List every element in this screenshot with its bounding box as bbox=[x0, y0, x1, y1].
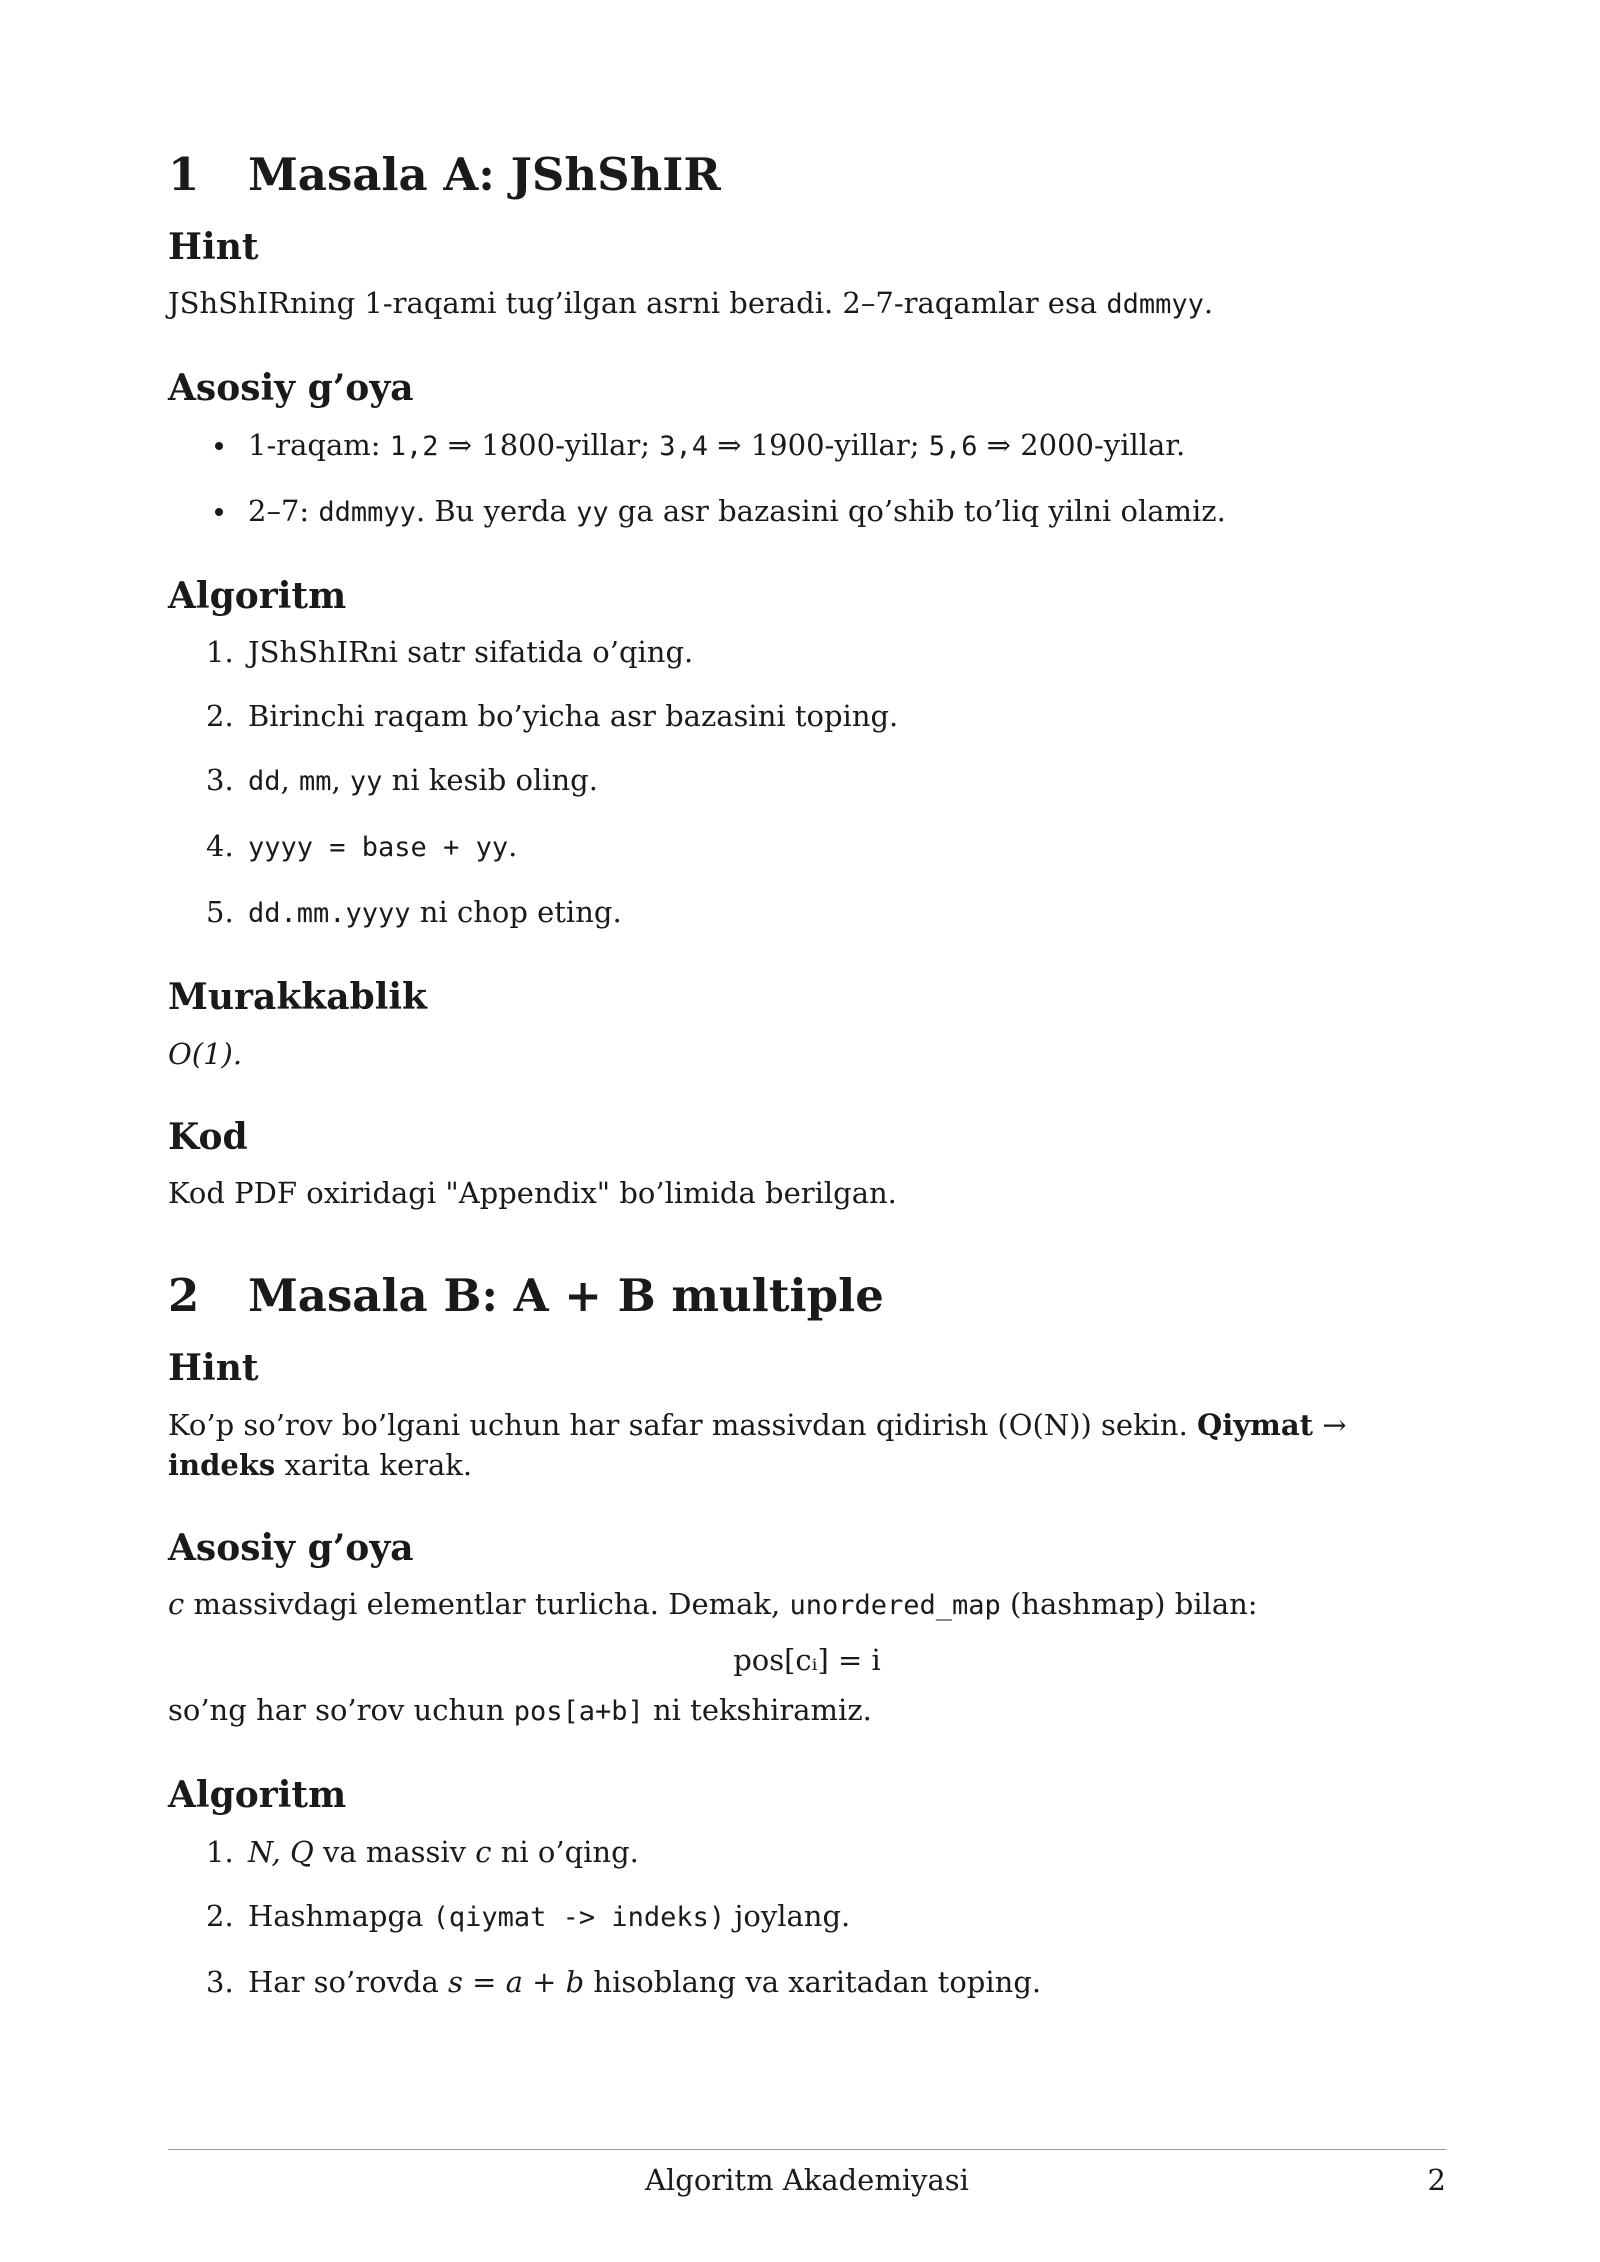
list-number: 3. bbox=[206, 1964, 234, 1999]
idea-paragraph bbox=[168, 1584, 1446, 1626]
list-item bbox=[168, 632, 1446, 672]
list-text: va massiv bbox=[313, 1834, 476, 1869]
inline-code: dd.mm.yyyy bbox=[248, 898, 411, 930]
section-number: 1 bbox=[168, 148, 200, 201]
list-item bbox=[168, 425, 1446, 467]
list-number: 1. bbox=[206, 1834, 234, 1869]
math-text: s = a + b bbox=[448, 1964, 585, 1999]
idea-text: massivdagi elementlar turlicha. Demak, bbox=[184, 1587, 790, 1622]
algorithm-list bbox=[168, 632, 1446, 934]
arrow-icon: → bbox=[1313, 1407, 1347, 1442]
math-text: c bbox=[475, 1834, 492, 1869]
list-text: ⇒ 2000-yillar. bbox=[977, 427, 1186, 462]
footer-divider bbox=[168, 2149, 1446, 2150]
list-text: 1-raqam: bbox=[248, 427, 390, 462]
bullet-icon bbox=[215, 442, 223, 450]
inline-code: dd bbox=[248, 766, 281, 798]
list-item bbox=[168, 1832, 1446, 1872]
hint-text: xarita kerak. bbox=[275, 1447, 473, 1482]
idea-text: ni tekshiramiz. bbox=[643, 1693, 872, 1728]
list-number: 4. bbox=[206, 829, 234, 864]
list-text: Har so’rovda bbox=[248, 1964, 448, 1999]
hint-text: JShShIRning 1-raqami tug’ilgan asrni beradi. 2–7-raqamlar esa bbox=[168, 286, 1107, 321]
section-title: Masala A: JShShIR bbox=[248, 148, 721, 201]
list-item bbox=[168, 1896, 1446, 1938]
math-text: c bbox=[168, 1587, 185, 1622]
list-text: 2–7: bbox=[248, 493, 319, 528]
list-text: ni o’qing. bbox=[491, 1834, 639, 1869]
list-text: . Bu yerda bbox=[415, 493, 577, 528]
list-text: hisoblang va xaritadan toping. bbox=[584, 1964, 1042, 1999]
code-text: Kod PDF oxiridagi "Appendix" bo’limida berilgan. bbox=[168, 1176, 897, 1211]
list-item bbox=[168, 491, 1446, 533]
algorithm-heading: Algoritm bbox=[168, 574, 347, 617]
list-text: , bbox=[331, 763, 350, 798]
list-text: . bbox=[508, 829, 518, 864]
inline-code: ddmmyy bbox=[318, 496, 416, 528]
list-number: 2. bbox=[206, 699, 234, 734]
hint-paragraph bbox=[168, 283, 1446, 325]
formula: pos[cᵢ] = i bbox=[733, 1643, 881, 1678]
list-text: joylang. bbox=[725, 1898, 851, 1933]
list-item bbox=[168, 760, 1446, 802]
list-item bbox=[168, 892, 1446, 934]
list-number: 5. bbox=[206, 895, 234, 930]
list-text: JShShIRni satr sifatida o’qing. bbox=[248, 635, 694, 670]
code-heading: Kod bbox=[168, 1115, 248, 1158]
inline-code: 3,4 bbox=[659, 430, 708, 462]
inline-code: unordered_map bbox=[789, 1590, 1001, 1622]
idea-text: so’ng har so’rov uchun bbox=[168, 1693, 514, 1728]
inline-code: ddmmyy bbox=[1106, 289, 1204, 321]
list-text: ni chop eting. bbox=[410, 895, 622, 930]
idea-text: (hashmap) bilan: bbox=[1000, 1587, 1258, 1622]
section-1-heading bbox=[168, 150, 1446, 200]
inline-code: yy bbox=[349, 766, 383, 798]
idea-heading: Asosiy g’oya bbox=[168, 1526, 414, 1569]
footer-title: Algoritm Akademiyasi bbox=[645, 2163, 969, 2197]
section-number: 2 bbox=[168, 1269, 200, 1323]
list-text: Hashmapga bbox=[248, 1898, 433, 1933]
hint-text: . bbox=[1203, 286, 1214, 321]
list-item bbox=[168, 1962, 1446, 2002]
bold-text: indeks bbox=[168, 1447, 276, 1482]
inline-code: pos[a+b] bbox=[513, 1696, 644, 1728]
math-text: N, Q bbox=[248, 1834, 314, 1869]
list-text: ⇒ 1900-yillar; bbox=[708, 427, 929, 462]
section-2-heading bbox=[168, 1271, 1446, 1321]
algorithm-heading: Algoritm bbox=[168, 1774, 347, 1817]
page-number: 2 bbox=[1427, 2163, 1446, 2197]
inline-code: 1,2 bbox=[389, 430, 439, 462]
inline-code: (qiymat -> indeks) bbox=[432, 1901, 726, 1933]
bullet-icon bbox=[215, 508, 223, 516]
inline-code: mm bbox=[298, 766, 332, 798]
list-text: , bbox=[280, 763, 299, 798]
list-text: ⇒ 1800-yillar; bbox=[438, 427, 660, 462]
complexity-heading: Murakkablik bbox=[168, 976, 427, 1019]
list-text: ga asr bazasini qo’shib to’liq yilni olamiz. bbox=[608, 493, 1226, 528]
idea-list bbox=[168, 425, 1446, 533]
list-number: 1. bbox=[206, 635, 234, 670]
hint-heading: Hint bbox=[168, 1346, 259, 1389]
inline-code: yy bbox=[576, 496, 609, 528]
document-page bbox=[168, 150, 1446, 2048]
hint-heading: Hint bbox=[168, 225, 259, 268]
inline-code: yyyy = base + yy bbox=[248, 832, 509, 864]
complexity-text: O(1). bbox=[168, 1036, 243, 1071]
hint-text: Ko’p so’rov bo’lgani uchun har safar massivdan qidirish (O(N)) sekin. bbox=[168, 1407, 1198, 1442]
list-item bbox=[168, 826, 1446, 868]
inline-code: 5,6 bbox=[928, 430, 978, 462]
algorithm-list bbox=[168, 1832, 1446, 2002]
bold-text: Qiymat bbox=[1197, 1407, 1314, 1442]
list-text: ni kesib oling. bbox=[382, 763, 598, 798]
idea-heading: Asosiy g’oya bbox=[168, 367, 414, 410]
list-number: 2. bbox=[206, 1898, 234, 1933]
hint-paragraph bbox=[168, 1405, 1446, 1485]
list-text: Birinchi raqam bo’yicha asr bazasini toping. bbox=[248, 699, 899, 734]
idea-paragraph bbox=[168, 1690, 1446, 1732]
list-number: 3. bbox=[206, 763, 234, 798]
section-title: Masala B: A + B multiple bbox=[248, 1269, 884, 1323]
list-item bbox=[168, 696, 1446, 736]
